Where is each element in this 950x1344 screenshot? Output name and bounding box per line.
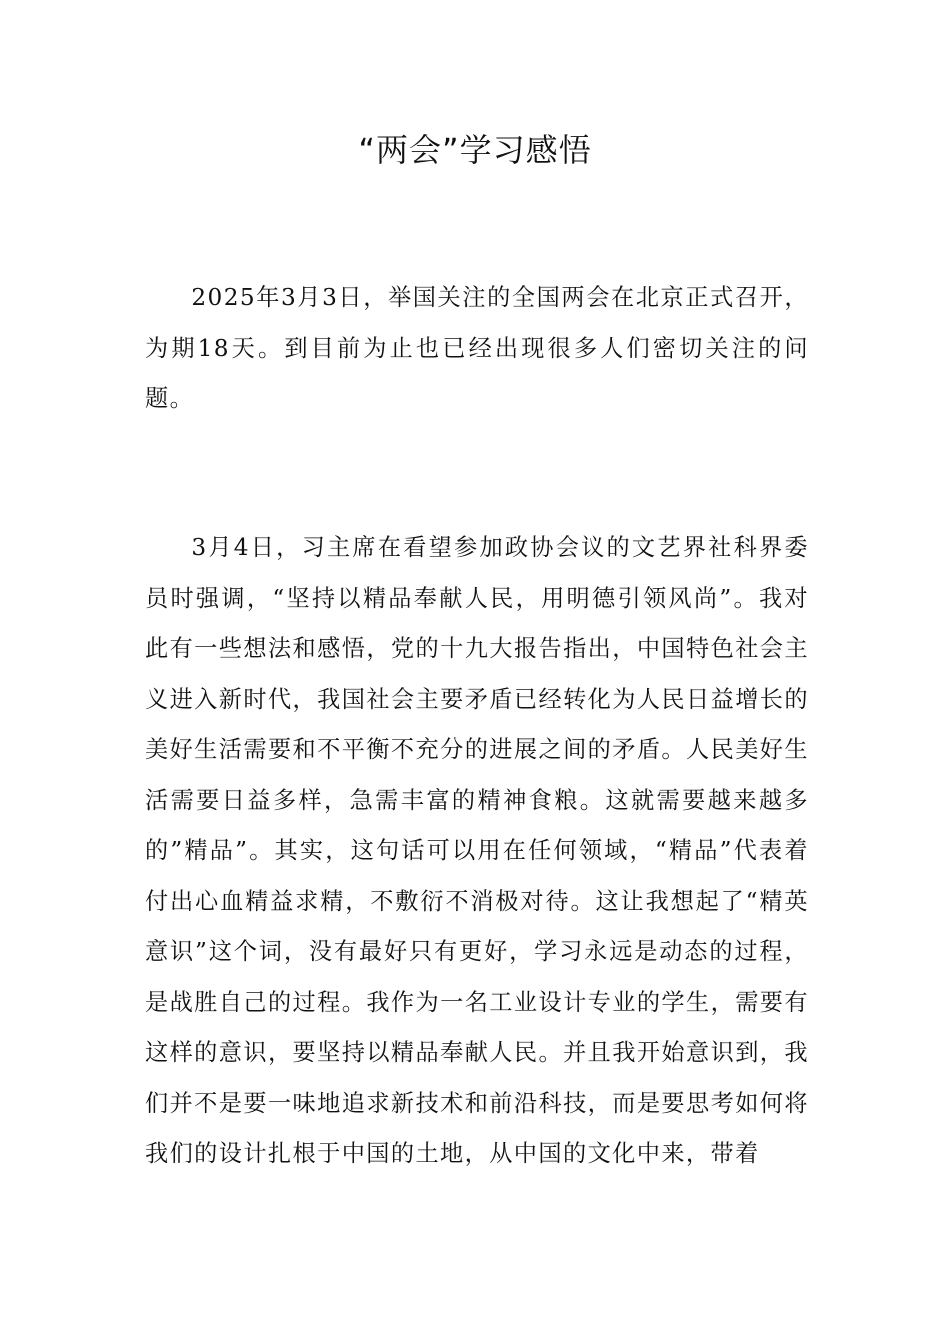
paragraph-2: 3月4日，习主席在看望参加政协会议的文艺界社科界委员时强调，“坚持以精品奉献人民，用明德引领风尚”。我对此有一些想法和感悟，党的十九大报告指出，中国特色社会主义进入新时代，我国社会主要矛盾已经转化为人民日益增长的美好生活需要和不平衡不充分的进展之间的矛盾。人民美好生活需要日益多样，急需丰富的精神食粮。这就需要越来越多的”精品”。其实，这句话可以用在任何领域，“精品”代表着付出心血精益求精，不敷衍不消极对待。这让我想起了“精英意识”这个词，没有最好只有更好，学习永远是动态的过程，是战胜自己的过程。我作为一名工业设计专业的学生，需要有这样的意识，要坚持以精品奉献人民。并且我开始意识到，我们并不是要一味地追求新技术和前沿科技，而是要思考如何将我们的设计扎根于中国的土地，从中国的文化中来，带着 (145, 534, 809, 1167)
document-title: “两会”学习感悟 (358, 131, 592, 169)
paragraph-1: 2025年3月3日，举国关注的全国两会在北京正式召开，为期18天。到目前为止也已经出现很多人们密切关注的问题。 (145, 284, 809, 412)
